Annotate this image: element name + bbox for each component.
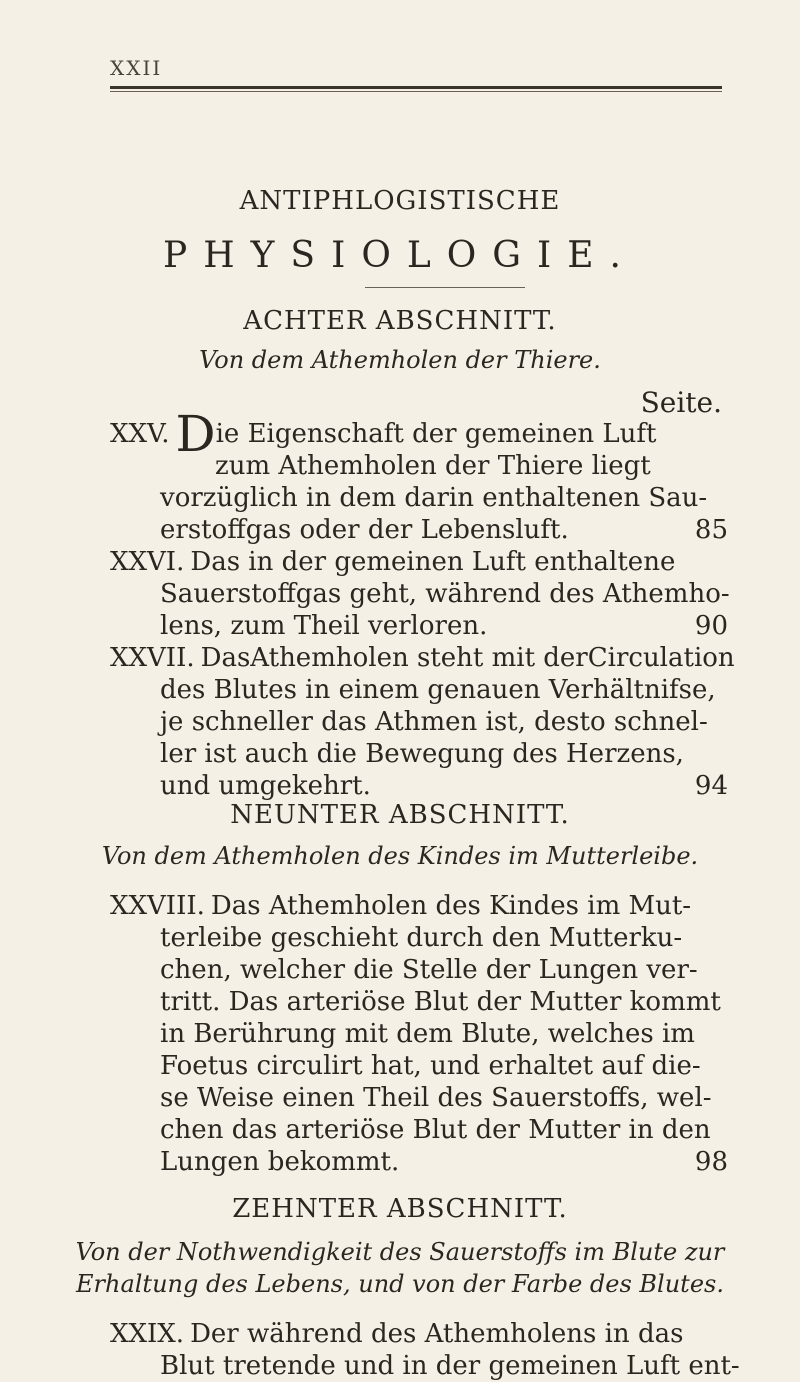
title-underline <box>365 287 525 288</box>
entry-xxvii <box>110 642 735 802</box>
entry-number: XXVI. <box>110 547 185 577</box>
entry-line: Das in der gemeinen Luft enthaltene <box>190 547 676 577</box>
section-heading-8: ACHTER ABSCHNITT. <box>243 306 557 336</box>
title-line-1: ANTIPHLOGISTISCHE <box>239 186 561 216</box>
entry-line: Sauerstoffgas geht, während des Athemho- <box>160 579 730 609</box>
entry-line: vorzüglich in dem darin enthaltenen Sau- <box>160 483 708 513</box>
entry-line: in Berührung mit dem Blute, welches im <box>160 1019 695 1049</box>
entry-line: zum Athemholen der Thiere liegt <box>215 451 651 481</box>
entry-number: XXVII. <box>110 643 195 673</box>
page-ref: 90 <box>694 611 728 641</box>
drop-cap: D <box>175 405 216 463</box>
entry-line: ie Eigenschaft der gemeinen Luft <box>215 419 657 449</box>
entry-line: lens, zum Theil verloren. <box>160 611 488 641</box>
entry-line: Lungen bekommt. <box>160 1147 400 1177</box>
page-ref: 98 <box>694 1147 728 1177</box>
section-subtitle-10a: Von der Nothwendigkeit des Sauerstoffs im Blute zur <box>75 1238 725 1266</box>
section-heading-10: ZEHNTER ABSCHNITT. <box>232 1194 568 1224</box>
seite-label: Seite. <box>640 386 722 419</box>
entry-line: chen, welcher die Stelle der Lungen ver- <box>160 955 698 985</box>
entry-xxix <box>110 1318 740 1382</box>
entry-line: Blut tretende und in der gemeinen Luft ent- <box>160 1351 740 1381</box>
section-subtitle-9: Von dem Athemholen des Kindes im Mutterleibe. <box>101 842 699 870</box>
entry-line: terleibe geschieht durch den Mutterku- <box>160 923 683 953</box>
entry-xxviii <box>110 890 728 1178</box>
entry-line: tritt. Das arteriöse Blut der Mutter kommt <box>160 987 721 1017</box>
entry-line: erstoffgas oder der Lebensluft. <box>160 515 569 545</box>
section-heading-9: NEUNTER ABSCHNITT. <box>230 800 570 830</box>
page-ref: 85 <box>694 515 728 545</box>
entry-line: se Weise einen Theil des Sauerstoffs, wel- <box>160 1083 712 1113</box>
entry-number: XXVIII. <box>110 891 205 921</box>
entry-number: XXV. <box>110 419 170 449</box>
entry-line: des Blutes in einem genauen Verhältnifse, <box>160 675 716 705</box>
section-subtitle-10b: Erhaltung des Lebens, und von der Farbe des Blutes. <box>76 1270 724 1298</box>
entry-xxv <box>110 405 728 546</box>
page-number: XXII <box>110 56 163 80</box>
entry-line: Foetus circulirt hat, und erhaltet auf die- <box>160 1051 701 1081</box>
entry-xxvi <box>110 546 728 642</box>
page-ref: 94 <box>694 771 728 801</box>
header-rule <box>110 86 722 92</box>
entry-line: je schneller das Athmen ist, desto schnel- <box>160 707 708 737</box>
section-subtitle-8: Von dem Athemholen der Thiere. <box>199 346 601 374</box>
entry-line: Der während des Athemholens in das <box>190 1319 684 1349</box>
entry-line: DasAthemholen steht mit derCirculation <box>200 643 735 673</box>
entry-line: chen das arteriöse Blut der Mutter in den <box>160 1115 711 1145</box>
entry-line: ler ist auch die Bewegung des Herzens, <box>160 739 684 769</box>
entry-line: und umgekehrt. <box>160 771 371 801</box>
entry-number: XXIX. <box>110 1319 185 1349</box>
entry-line: Das Athemholen des Kindes im Mut- <box>210 891 692 921</box>
title-line-2: PHYSIOLOGIE. <box>163 235 637 276</box>
